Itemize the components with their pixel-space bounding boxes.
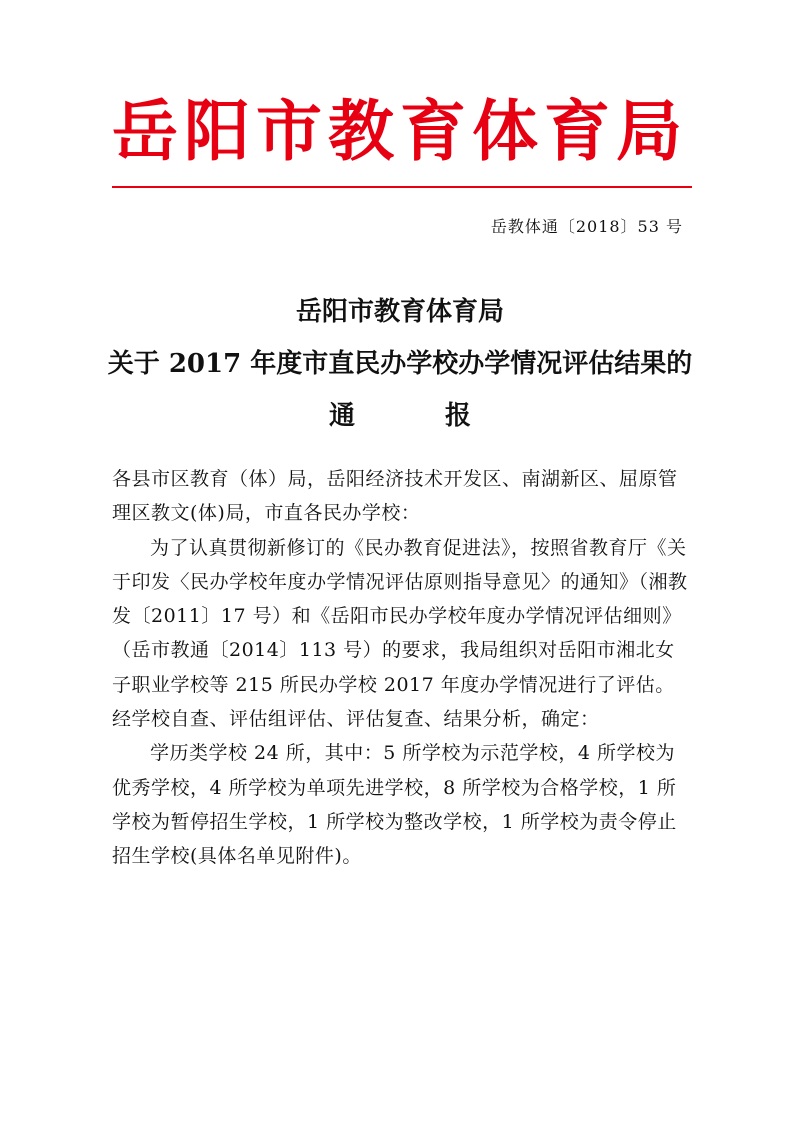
title-line-subject: 关于 2017 年度市直民办学校办学情况评估结果的: [107, 349, 693, 379]
salutation: 各县市区教育（体）局，岳阳经济技术开发区、南湖新区、屈原管理区教文(体)局，市直各民办学校：: [112, 468, 678, 525]
title-line-document-type: 通报: [328, 401, 561, 431]
title-line-organization: 岳阳市教育体育局: [295, 297, 504, 327]
document-body: [112, 462, 692, 874]
document-title: [80, 286, 720, 442]
red-header-rule: [112, 186, 692, 188]
paragraph-results: 学历类学校 24 所，其中：5 所学校为示范学校，4 所学校为优秀学校，4 所学校为单项先进学校，8 所学校为合格学校，1 所学校为暂停招生学校，1 所学校为整改学校，1 所学校为责令停止招生学校(具体名单见附件)。: [112, 742, 677, 868]
issuing-organization-header: 岳阳市教育体育局: [112, 93, 688, 170]
document-number: 岳教体通〔2018〕53 号: [490, 217, 683, 236]
paragraph-background: 为了认真贯彻新修订的《民办教育促进法》，按照省教育厅《关于印发〈民办学校年度办学情况评估原则指导意见〉的通知》（湘教发〔2011〕17 号）和《岳阳市民办学校年度办学情况评估细则》（岳市教通〔2014〕113 号）的要求，我局组织对岳阳市湘北女子职业学校等 215 所民办学校 2017 年度办学情况进行了评估。经学校自查、评估组评估、评估复查、结果分析，确定：: [112, 536, 688, 731]
